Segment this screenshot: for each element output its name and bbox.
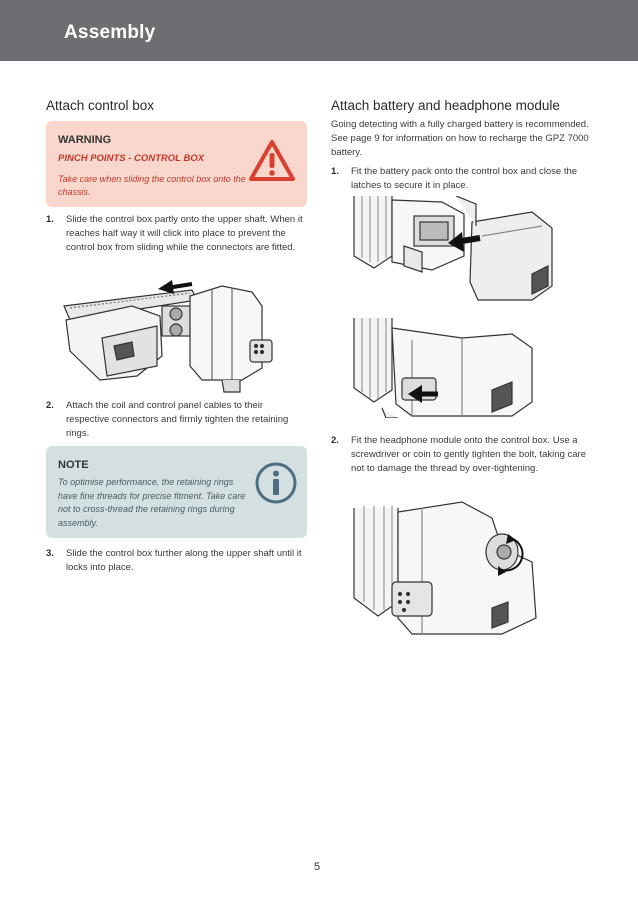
headphone-module-illustration bbox=[352, 498, 542, 636]
page-number: 5 bbox=[314, 861, 321, 873]
step-number: 1. bbox=[46, 214, 54, 225]
step-text: Fit the headphone module onto the control box. Use a screwdriver or coin to gently tighten the bolt, taking care not to damage the thread by over-tightening. bbox=[351, 435, 586, 474]
section-title: Assembly bbox=[64, 22, 156, 43]
step-text: Slide the control box partly onto the upper shaft. When it reaches half way it will click into place to prevent the control box from sliding while the connectors are fitted. bbox=[66, 214, 303, 253]
right-step-2 bbox=[331, 434, 593, 490]
page-header bbox=[0, 0, 638, 61]
step-text: Fit the battery pack onto the control box and close the latches to secure it in place. bbox=[351, 166, 578, 191]
step-number: 3. bbox=[46, 548, 54, 559]
right-column-title: Attach battery and headphone module bbox=[331, 98, 560, 113]
info-circle-icon bbox=[255, 462, 297, 504]
step-text: Slide the control box further along the upper shaft until it locks into place. bbox=[66, 548, 302, 573]
battery-fitted-illustration bbox=[352, 318, 542, 418]
step-number: 2. bbox=[46, 400, 54, 411]
left-column-title: Attach control box bbox=[46, 98, 155, 113]
warning-triangle-icon bbox=[248, 139, 296, 183]
left-step-2 bbox=[46, 399, 308, 443]
control-box-shaft-illustration bbox=[62, 276, 307, 396]
step-text: Attach the coil and control panel cables to their respective connectors and firmly tighten the retaining rings. bbox=[66, 400, 289, 439]
warning-title: WARNING bbox=[58, 134, 112, 146]
left-step-1 bbox=[46, 213, 308, 273]
warning-subtitle: PINCH POINTS - CONTROL BOX bbox=[58, 153, 205, 164]
note-box bbox=[46, 446, 307, 538]
warning-text: Take care when sliding the control box onto the chassis. bbox=[58, 174, 246, 197]
intro-paragraph: Going detecting with a fully charged battery is recommended. See page 9 for information on how to recharge the GPZ 7000 battery. bbox=[331, 119, 589, 158]
note-text: To optimise performance, the retaining rings have fine threads for precise fitment. Take care not to cross-thread the retaining rings during assembly. bbox=[58, 477, 246, 528]
battery-fitting-illustration bbox=[352, 196, 562, 308]
right-step-1 bbox=[331, 165, 593, 195]
left-step-3 bbox=[46, 547, 308, 577]
step-number: 1. bbox=[331, 166, 339, 177]
warning-box bbox=[46, 121, 307, 207]
step-number: 2. bbox=[331, 435, 339, 446]
note-title: NOTE bbox=[58, 459, 89, 471]
